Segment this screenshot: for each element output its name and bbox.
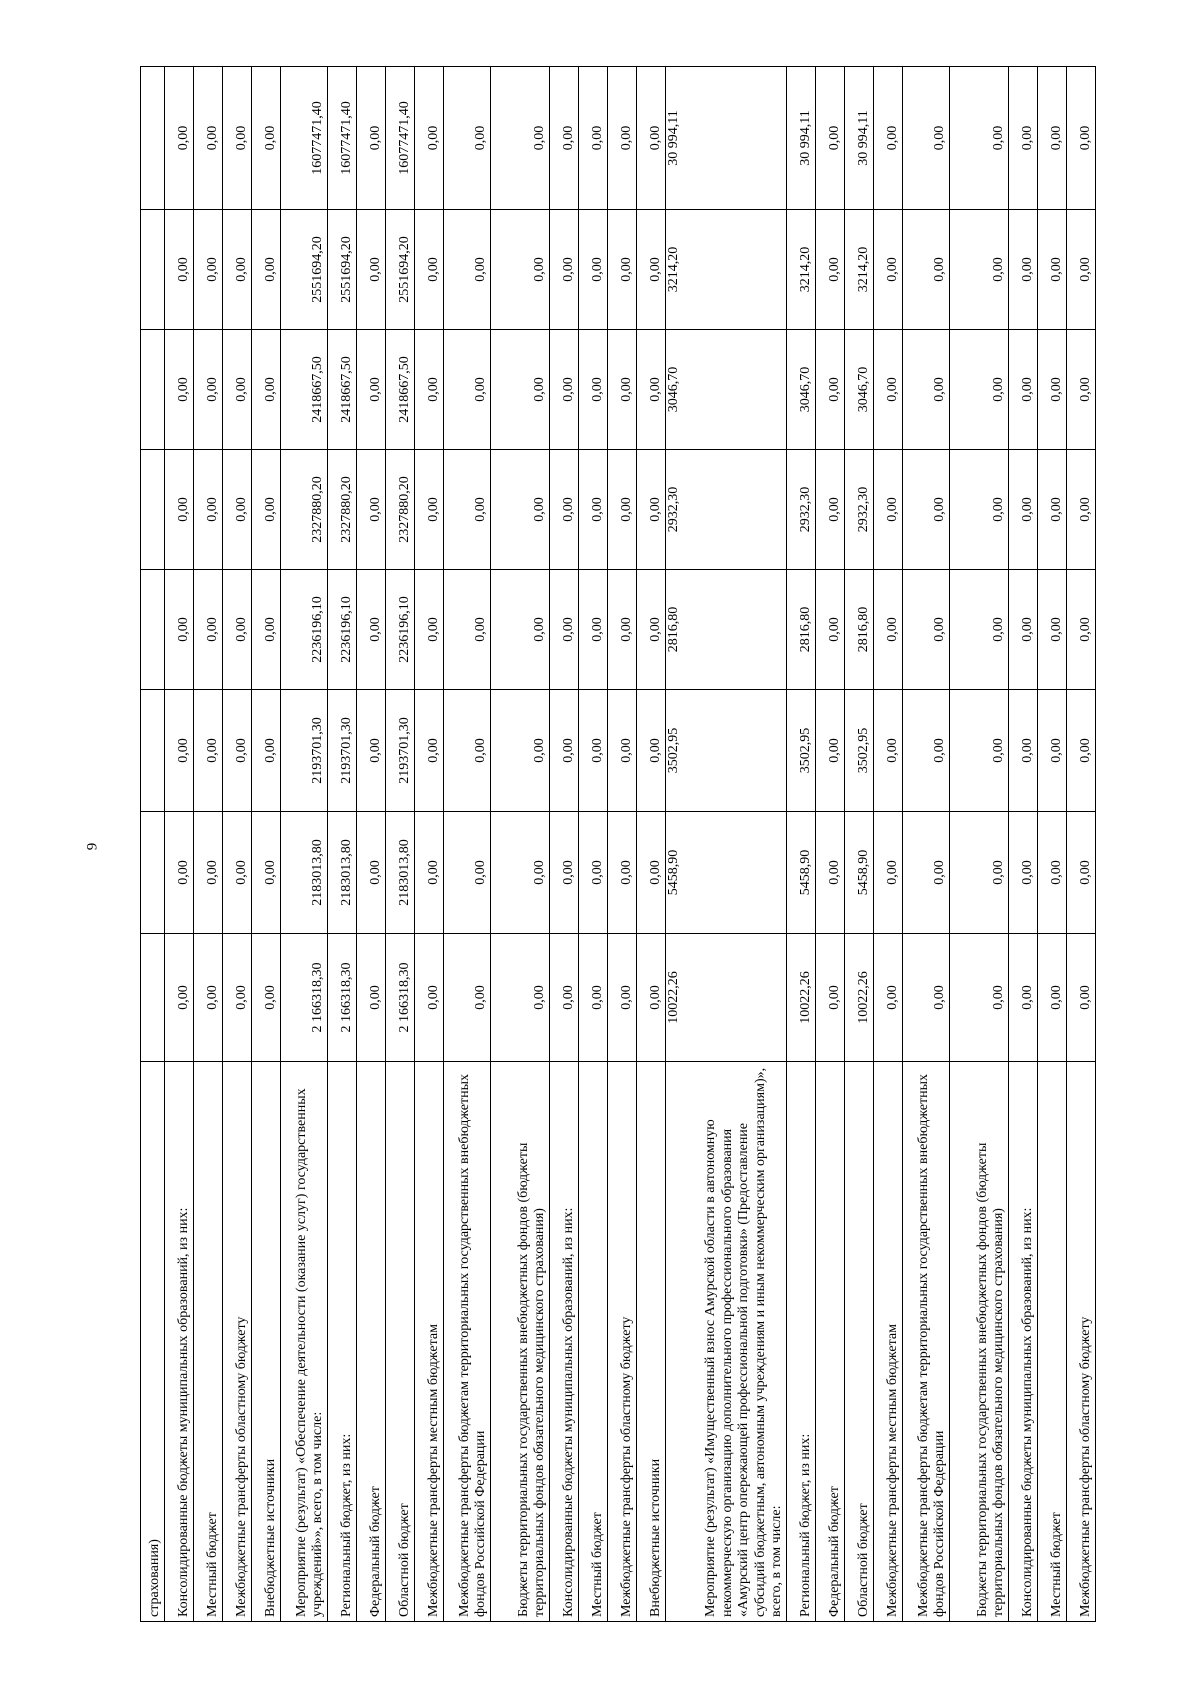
value-cell: 10022,26	[787, 934, 816, 1062]
value-cell: 0,00	[1038, 450, 1067, 570]
row-label: Мероприятие (результат) «Обеспечение деятельности (оказание услуг) государственных учреждений»», всего, в том числе:	[281, 1062, 328, 1622]
value-cell: 0,00	[874, 570, 903, 690]
value-cell: 5458,90	[845, 812, 874, 934]
value-cell: 0,00	[357, 330, 386, 450]
row-label: Консолидированные бюджеты муниципальных образований, из них:	[1009, 1062, 1038, 1622]
value-cell: 0,00	[550, 934, 579, 1062]
value-cell: 0,00	[444, 812, 491, 934]
table-row	[1038, 67, 1067, 1622]
value-cell: 0,00	[874, 450, 903, 570]
value-cell: 2418667,50	[328, 330, 357, 450]
value-cell: 0,00	[816, 570, 845, 690]
value-cell: 0,00	[637, 812, 666, 934]
value-cell: 2551694,20	[328, 210, 357, 330]
table-row	[223, 67, 252, 1622]
value-cell: 10022,26	[666, 934, 787, 1062]
value-cell: 0,00	[550, 690, 579, 812]
table-row	[816, 67, 845, 1622]
value-cell: 0,00	[194, 690, 223, 812]
value-cell: 0,00	[637, 67, 666, 210]
value-cell: 0,00	[194, 570, 223, 690]
value-cell: 3502,95	[845, 690, 874, 812]
value-cell: 0,00	[223, 450, 252, 570]
table-row	[328, 67, 357, 1622]
value-cell: 0,00	[903, 450, 950, 570]
value-cell: 0,00	[357, 812, 386, 934]
value-cell: 0,00	[608, 812, 637, 934]
value-cell: 0,00	[444, 570, 491, 690]
rotated-table-container	[140, 67, 1095, 1622]
value-cell: 0,00	[194, 330, 223, 450]
value-cell: 0,00	[252, 67, 281, 210]
value-cell: 0,00	[223, 690, 252, 812]
value-cell: 0,00	[550, 330, 579, 450]
value-cell: 3502,95	[787, 690, 816, 812]
value-cell: 0,00	[252, 570, 281, 690]
value-cell: 2932,30	[845, 450, 874, 570]
value-cell: 0,00	[608, 570, 637, 690]
table-row	[386, 67, 415, 1622]
value-cell: 0,00	[491, 812, 550, 934]
value-cell: 0,00	[1067, 570, 1096, 690]
row-label: Региональный бюджет, из них:	[328, 1062, 357, 1622]
value-cell: 0,00	[874, 690, 903, 812]
value-cell: 0,00	[637, 330, 666, 450]
row-label: Межбюджетные трансферты бюджетам территориальных государственных внебюджетных фондов Российской Федерации	[444, 1062, 491, 1622]
table-row	[950, 67, 1009, 1622]
value-cell: 0,00	[357, 934, 386, 1062]
value-cell: 2551694,20	[386, 210, 415, 330]
value-cell: 0,00	[357, 210, 386, 330]
value-cell: 0,00	[579, 934, 608, 1062]
row-label: Областной бюджет	[845, 1062, 874, 1622]
value-cell: 0,00	[444, 450, 491, 570]
row-label: Межбюджетные трансферты областному бюджету	[1067, 1062, 1096, 1622]
value-cell: 0,00	[165, 210, 194, 330]
value-cell: 0,00	[165, 934, 194, 1062]
value-cell: 2 166318,30	[386, 934, 415, 1062]
value-cell: 2193701,30	[281, 690, 328, 812]
value-cell: 0,00	[165, 570, 194, 690]
table-row	[874, 67, 903, 1622]
value-cell: 0,00	[816, 690, 845, 812]
value-cell: 2193701,30	[328, 690, 357, 812]
value-cell: 0,00	[637, 690, 666, 812]
value-cell: 0,00	[1009, 690, 1038, 812]
row-label: Местный бюджет	[579, 1062, 608, 1622]
value-cell: 0,00	[194, 812, 223, 934]
value-cell: 2183013,80	[386, 812, 415, 934]
value-cell: 0,00	[491, 690, 550, 812]
value-cell: 0,00	[550, 812, 579, 934]
table-row	[252, 67, 281, 1622]
table-row	[415, 67, 444, 1622]
value-cell: 0,00	[950, 934, 1009, 1062]
value-cell: 3214,20	[845, 210, 874, 330]
value-cell: 0,00	[550, 450, 579, 570]
table-row	[903, 67, 950, 1622]
value-cell: 2236196,10	[386, 570, 415, 690]
table-body	[141, 67, 1096, 1622]
value-cell: 0,00	[950, 570, 1009, 690]
value-cell: 0,00	[816, 330, 845, 450]
value-cell: 2816,80	[787, 570, 816, 690]
value-cell: 0,00	[415, 812, 444, 934]
row-label: Межбюджетные трансферты бюджетам территориальных государственных внебюджетных фондов Российской Федерации	[903, 1062, 950, 1622]
table-row	[666, 67, 787, 1622]
table-row	[194, 67, 223, 1622]
value-cell: 0,00	[550, 210, 579, 330]
value-cell: 2932,30	[666, 450, 787, 570]
value-cell: 0,00	[816, 450, 845, 570]
row-label: Межбюджетные трансферты областному бюджету	[223, 1062, 252, 1622]
value-cell: 0,00	[579, 450, 608, 570]
value-cell: 0,00	[165, 450, 194, 570]
value-cell: 0,00	[903, 690, 950, 812]
value-cell: 2327880,20	[386, 450, 415, 570]
value-cell: 3046,70	[666, 330, 787, 450]
value-cell: 3046,70	[845, 330, 874, 450]
value-cell: 0,00	[252, 330, 281, 450]
table-row	[845, 67, 874, 1622]
value-cell: 0,00	[194, 67, 223, 210]
value-cell: 0,00	[223, 210, 252, 330]
value-cell	[141, 812, 165, 934]
table-row	[550, 67, 579, 1622]
row-label: Межбюджетные трансферты местным бюджетам	[874, 1062, 903, 1622]
table-row	[165, 67, 194, 1622]
row-label: Внебюджетные источники	[252, 1062, 281, 1622]
value-cell: 0,00	[165, 812, 194, 934]
value-cell: 5458,90	[666, 812, 787, 934]
value-cell: 2236196,10	[328, 570, 357, 690]
value-cell: 0,00	[491, 450, 550, 570]
value-cell: 0,00	[903, 934, 950, 1062]
value-cell: 0,00	[357, 690, 386, 812]
table-row	[281, 67, 328, 1622]
value-cell: 0,00	[950, 210, 1009, 330]
value-cell: 0,00	[223, 570, 252, 690]
value-cell: 0,00	[608, 330, 637, 450]
value-cell: 2327880,20	[281, 450, 328, 570]
table-row	[787, 67, 816, 1622]
value-cell: 0,00	[252, 812, 281, 934]
value-cell: 0,00	[252, 210, 281, 330]
value-cell: 0,00	[357, 570, 386, 690]
value-cell: 0,00	[874, 67, 903, 210]
value-cell: 0,00	[579, 690, 608, 812]
value-cell: 5458,90	[787, 812, 816, 934]
value-cell: 2 166318,30	[328, 934, 357, 1062]
value-cell: 2551694,20	[281, 210, 328, 330]
table-row	[491, 67, 550, 1622]
table-row	[141, 67, 165, 1622]
value-cell: 2816,80	[845, 570, 874, 690]
value-cell: 3046,70	[787, 330, 816, 450]
row-label: Мероприятие (результат) «Имущественный взнос Амурской области в автономную некоммерческую организацию дополнительного профессионального образования «Амурский центр опережающей профессиональной подготовки» (Предоставление субсидий бюджетным, автономным учреждениям и иным некоммерческим организациям)», всего, в том числе:	[666, 1062, 787, 1622]
value-cell: 0,00	[491, 570, 550, 690]
value-cell: 0,00	[950, 67, 1009, 210]
value-cell: 2418667,50	[281, 330, 328, 450]
value-cell: 0,00	[415, 210, 444, 330]
table-row	[608, 67, 637, 1622]
value-cell: 0,00	[608, 934, 637, 1062]
value-cell	[141, 570, 165, 690]
value-cell: 0,00	[579, 812, 608, 934]
value-cell: 0,00	[816, 934, 845, 1062]
value-cell: 0,00	[579, 210, 608, 330]
value-cell: 0,00	[637, 570, 666, 690]
value-cell: 0,00	[165, 67, 194, 210]
value-cell: 0,00	[608, 450, 637, 570]
value-cell	[141, 934, 165, 1062]
value-cell: 0,00	[903, 570, 950, 690]
value-cell: 10022,26	[845, 934, 874, 1062]
value-cell: 0,00	[357, 67, 386, 210]
value-cell: 0,00	[608, 690, 637, 812]
value-cell: 0,00	[1067, 812, 1096, 934]
value-cell: 0,00	[1038, 690, 1067, 812]
value-cell: 0,00	[550, 570, 579, 690]
value-cell: 0,00	[491, 210, 550, 330]
value-cell: 0,00	[194, 210, 223, 330]
value-cell: 16077471,40	[386, 67, 415, 210]
value-cell: 0,00	[252, 450, 281, 570]
value-cell: 0,00	[223, 812, 252, 934]
value-cell: 0,00	[950, 330, 1009, 450]
value-cell: 0,00	[950, 450, 1009, 570]
value-cell: 0,00	[415, 934, 444, 1062]
budget-table	[140, 66, 1096, 1622]
row-label: Бюджеты территориальных государственных внебюджетных фондов (бюджеты территориальных фондов обязательного медицинского страхования)	[950, 1062, 1009, 1622]
table-row	[1009, 67, 1038, 1622]
value-cell: 0,00	[252, 934, 281, 1062]
value-cell: 3214,20	[666, 210, 787, 330]
value-cell: 0,00	[874, 812, 903, 934]
value-cell: 0,00	[1038, 812, 1067, 934]
value-cell: 0,00	[1038, 330, 1067, 450]
value-cell: 0,00	[444, 690, 491, 812]
value-cell: 2183013,80	[328, 812, 357, 934]
value-cell: 0,00	[874, 210, 903, 330]
value-cell: 0,00	[1009, 330, 1038, 450]
value-cell: 0,00	[1009, 210, 1038, 330]
value-cell: 0,00	[444, 67, 491, 210]
value-cell: 0,00	[816, 812, 845, 934]
value-cell: 0,00	[491, 330, 550, 450]
row-label: Федеральный бюджет	[357, 1062, 386, 1622]
value-cell: 0,00	[415, 67, 444, 210]
value-cell	[141, 690, 165, 812]
value-cell: 0,00	[550, 67, 579, 210]
value-cell: 0,00	[950, 812, 1009, 934]
value-cell: 0,00	[903, 330, 950, 450]
value-cell: 0,00	[816, 210, 845, 330]
value-cell: 0,00	[608, 210, 637, 330]
value-cell: 0,00	[194, 934, 223, 1062]
table-row	[1067, 67, 1096, 1622]
page-number: 9	[84, 842, 101, 851]
value-cell: 0,00	[1067, 67, 1096, 210]
value-cell: 2193701,30	[386, 690, 415, 812]
value-cell: 0,00	[165, 330, 194, 450]
value-cell: 0,00	[491, 934, 550, 1062]
value-cell: 3502,95	[666, 690, 787, 812]
row-label: страхования)	[141, 1062, 165, 1622]
row-label: Региональный бюджет, из них:	[787, 1062, 816, 1622]
value-cell: 0,00	[491, 67, 550, 210]
value-cell: 0,00	[1009, 67, 1038, 210]
value-cell: 0,00	[579, 330, 608, 450]
value-cell: 30 994,11	[845, 67, 874, 210]
value-cell: 0,00	[1009, 570, 1038, 690]
value-cell: 0,00	[874, 330, 903, 450]
value-cell: 0,00	[1009, 450, 1038, 570]
value-cell: 0,00	[444, 934, 491, 1062]
value-cell: 0,00	[223, 67, 252, 210]
row-label: Местный бюджет	[1038, 1062, 1067, 1622]
value-cell: 2183013,80	[281, 812, 328, 934]
value-cell: 2236196,10	[281, 570, 328, 690]
row-label: Консолидированные бюджеты муниципальных образований, из них:	[165, 1062, 194, 1622]
value-cell: 0,00	[223, 934, 252, 1062]
row-label: Федеральный бюджет	[816, 1062, 845, 1622]
row-label: Бюджеты территориальных государственных внебюджетных фондов (бюджеты территориальных фондов обязательного медицинского страхования)	[491, 1062, 550, 1622]
value-cell: 0,00	[816, 67, 845, 210]
value-cell: 0,00	[415, 450, 444, 570]
value-cell: 0,00	[223, 330, 252, 450]
value-cell: 0,00	[165, 690, 194, 812]
value-cell: 0,00	[194, 450, 223, 570]
value-cell: 0,00	[903, 812, 950, 934]
value-cell: 0,00	[1067, 330, 1096, 450]
value-cell: 2816,80	[666, 570, 787, 690]
value-cell: 0,00	[1038, 67, 1067, 210]
value-cell: 0,00	[357, 450, 386, 570]
value-cell: 0,00	[415, 570, 444, 690]
table-row	[637, 67, 666, 1622]
value-cell: 0,00	[637, 210, 666, 330]
value-cell: 0,00	[415, 330, 444, 450]
value-cell	[141, 210, 165, 330]
row-label: Консолидированные бюджеты муниципальных образований, из них:	[550, 1062, 579, 1622]
value-cell: 2932,30	[787, 450, 816, 570]
value-cell	[141, 450, 165, 570]
table-row	[357, 67, 386, 1622]
value-cell: 0,00	[608, 67, 637, 210]
value-cell: 2418667,50	[386, 330, 415, 450]
value-cell: 0,00	[444, 330, 491, 450]
value-cell: 0,00	[1067, 450, 1096, 570]
value-cell: 16077471,40	[281, 67, 328, 210]
value-cell: 0,00	[1038, 570, 1067, 690]
value-cell: 0,00	[903, 210, 950, 330]
value-cell: 0,00	[579, 67, 608, 210]
value-cell	[141, 67, 165, 210]
row-label: Местный бюджет	[194, 1062, 223, 1622]
value-cell	[141, 330, 165, 450]
value-cell: 0,00	[637, 450, 666, 570]
table-row	[444, 67, 491, 1622]
row-label: Областной бюджет	[386, 1062, 415, 1622]
row-label: Межбюджетные трансферты местным бюджетам	[415, 1062, 444, 1622]
value-cell: 0,00	[874, 934, 903, 1062]
value-cell: 0,00	[637, 934, 666, 1062]
value-cell: 16077471,40	[328, 67, 357, 210]
value-cell: 30 994,11	[666, 67, 787, 210]
value-cell: 0,00	[252, 690, 281, 812]
value-cell: 2327880,20	[328, 450, 357, 570]
value-cell: 0,00	[1009, 812, 1038, 934]
value-cell: 0,00	[1067, 210, 1096, 330]
value-cell: 0,00	[415, 690, 444, 812]
value-cell: 0,00	[444, 210, 491, 330]
value-cell: 3214,20	[787, 210, 816, 330]
value-cell: 2 166318,30	[281, 934, 328, 1062]
value-cell: 0,00	[1067, 934, 1096, 1062]
value-cell: 0,00	[1038, 210, 1067, 330]
value-cell: 0,00	[1009, 934, 1038, 1062]
value-cell: 30 994,11	[787, 67, 816, 210]
row-label: Внебюджетные источники	[637, 1062, 666, 1622]
value-cell: 0,00	[1067, 690, 1096, 812]
row-label: Межбюджетные трансферты областному бюджету	[608, 1062, 637, 1622]
table-row	[579, 67, 608, 1622]
value-cell: 0,00	[950, 690, 1009, 812]
value-cell: 0,00	[1038, 934, 1067, 1062]
value-cell: 0,00	[903, 67, 950, 210]
value-cell: 0,00	[579, 570, 608, 690]
